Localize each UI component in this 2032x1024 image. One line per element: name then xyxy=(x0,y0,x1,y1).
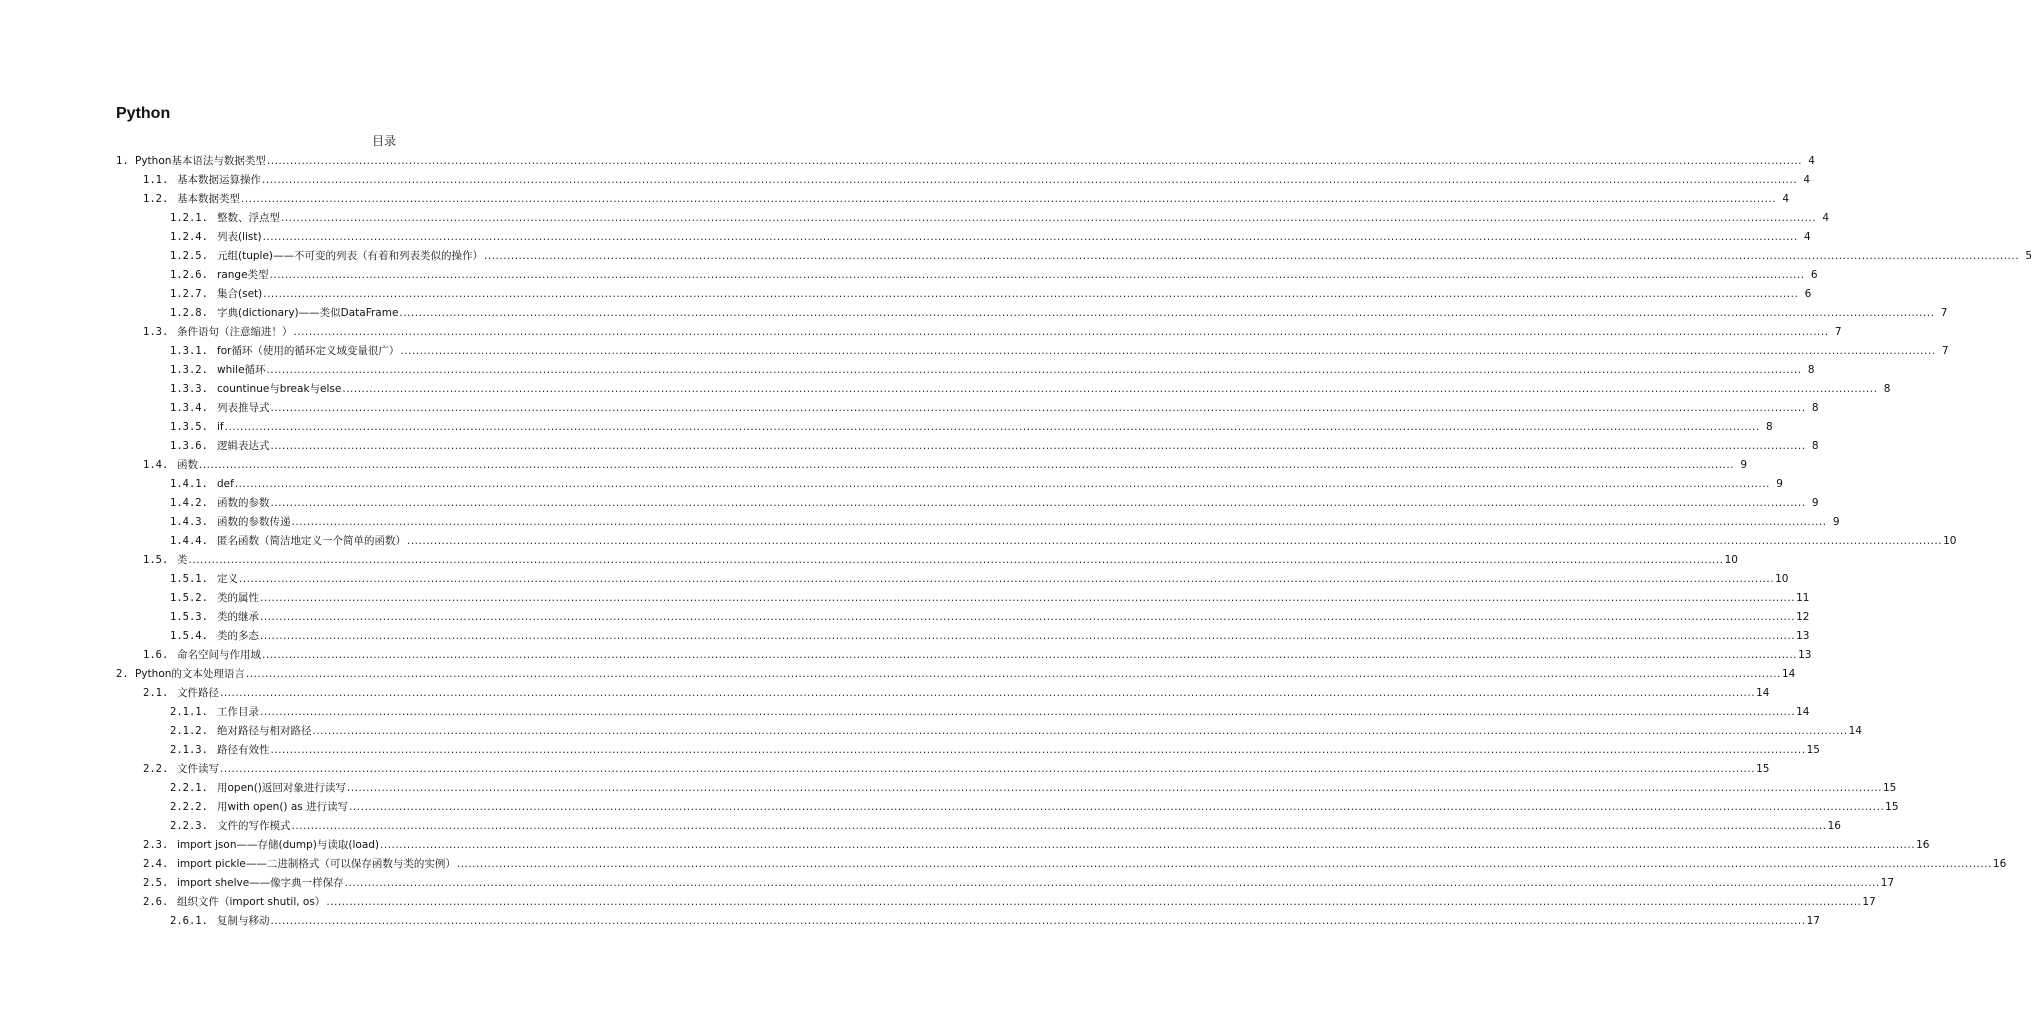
toc-entry-line xyxy=(217,247,2032,266)
toc-entry[interactable] xyxy=(0,456,1748,475)
toc-entry-page-number[interactable]: 4 xyxy=(1804,231,1811,243)
toc-entry-number: 1.2.8. xyxy=(170,307,208,319)
toc-entry-line xyxy=(217,741,1820,760)
toc-entry-line xyxy=(217,513,1840,532)
toc-entry-page-number[interactable]: 16 xyxy=(1827,820,1841,832)
toc-entry-title[interactable]: 文件路径 xyxy=(177,687,219,699)
toc-heading: 目录 xyxy=(371,134,396,148)
toc-entry-number: 1.2.5. xyxy=(170,250,208,262)
toc-entry-page-number[interactable]: 15 xyxy=(1806,744,1820,756)
toc-entry-page-number[interactable]: 4 xyxy=(1822,212,1830,224)
dot-leader: ................................................................................................................................................................................................................................................................................................................................................................................................................ xyxy=(266,155,1802,167)
toc-entry-title[interactable]: 集合(set) xyxy=(217,288,263,300)
toc-entry-number: 1.2.4. xyxy=(170,231,208,243)
toc-entry-number: 1.2.7. xyxy=(170,288,208,300)
toc-entry-line xyxy=(177,893,1876,912)
toc-entry[interactable] xyxy=(0,532,1957,551)
toc-entry[interactable] xyxy=(0,285,1812,304)
toc-entry-page-number[interactable]: 17 xyxy=(1806,915,1820,927)
toc-entry-number: 1. xyxy=(116,155,129,167)
toc-entry-line xyxy=(177,874,1895,893)
toc-entry-title[interactable]: 路径有效性 xyxy=(217,744,270,756)
toc-entry-line xyxy=(217,399,1819,418)
toc-entry[interactable] xyxy=(0,874,1895,893)
dot-leader: ................................................................................................................................................................................................................................................................................................................................................................................................................ xyxy=(270,402,1806,414)
toc-entry-number: 1.3.2. xyxy=(170,364,208,376)
dot-leader: ................................................................................................................................................................................................................................................................................................................................................................................................................ xyxy=(346,782,1882,794)
toc-entry-line xyxy=(217,361,1815,380)
toc-entry[interactable] xyxy=(0,779,1897,798)
toc-entry-number: 1.3.6. xyxy=(170,440,208,452)
toc-entry-number: 2.6.1. xyxy=(170,915,208,927)
toc-entry-number: 2.2.3. xyxy=(170,820,208,832)
toc-entry[interactable] xyxy=(0,855,2007,874)
toc-entry-number: 2.1.2. xyxy=(170,725,208,737)
toc-entry-number: 2.3. xyxy=(143,839,169,851)
toc-entry[interactable] xyxy=(0,646,1812,665)
toc-entry[interactable] xyxy=(0,893,1876,912)
toc-entry-page-number[interactable]: 10 xyxy=(1943,535,1957,547)
toc-entry[interactable] xyxy=(0,760,1770,779)
toc-entry-title[interactable]: 绝对路径与相对路径 xyxy=(217,725,312,737)
toc-entry-number: 1.3.5. xyxy=(170,421,208,433)
dot-leader: ................................................................................................................................................................................................................................................................................................................................................................................................................ xyxy=(245,668,1781,680)
toc-entry-title[interactable]: import pickle——二进制格式（可以保存函数与类的实例） xyxy=(177,858,456,870)
dot-leader: ................................................................................................................................................................................................................................................................................................................................................................................................................ xyxy=(262,174,1798,186)
toc-entry[interactable] xyxy=(0,798,1899,817)
toc-entry-line xyxy=(177,456,1748,475)
toc-entry-page-number[interactable]: 11 xyxy=(1796,592,1810,604)
toc-entry-title[interactable]: 命名空间与作用域 xyxy=(177,649,261,661)
toc-entry-number: 1.1. xyxy=(143,174,169,186)
dot-leader: ................................................................................................................................................................................................................................................................................................................................................................................................................ xyxy=(260,611,1796,623)
dot-leader: ................................................................................................................................................................................................................................................................................................................................................................................................................ xyxy=(260,706,1796,718)
dot-leader: ................................................................................................................................................................................................................................................................................................................................................................................................................ xyxy=(220,763,1756,775)
dot-leader: ................................................................................................................................................................................................................................................................................................................................................................................................................ xyxy=(266,364,1802,376)
toc-entry-page-number[interactable]: 14 xyxy=(1781,668,1796,680)
toc-entry-line xyxy=(217,285,1812,304)
toc-entry-number: 2.1.1. xyxy=(170,706,208,718)
toc-entry-line xyxy=(217,722,1862,741)
toc-entry-line xyxy=(177,646,1812,665)
toc-entry-page-number[interactable]: 4 xyxy=(1782,193,1790,205)
toc-entry-title[interactable]: 用open()返回对象进行读写 xyxy=(217,782,346,794)
toc-entry-number: 2.5. xyxy=(143,877,169,889)
dot-leader: ................................................................................................................................................................................................................................................................................................................................................................................................................ xyxy=(293,326,1829,338)
toc-entry-number: 2. xyxy=(116,668,129,680)
toc-entry-number: 2.1. xyxy=(143,687,169,699)
dot-leader: ................................................................................................................................................................................................................................................................................................................................................................................................................ xyxy=(220,687,1756,699)
toc-entry-number: 1.4.4. xyxy=(170,535,208,547)
toc-entry-line xyxy=(177,323,1842,342)
toc-entry[interactable] xyxy=(0,817,1841,836)
toc-entry[interactable] xyxy=(0,171,1811,190)
dot-leader: ................................................................................................................................................................................................................................................................................................................................................................................................................ xyxy=(260,592,1796,604)
toc-entry-page-number[interactable]: 8 xyxy=(1811,402,1819,414)
toc-entry-number: 1.3.1. xyxy=(170,345,208,357)
toc-entry[interactable] xyxy=(0,494,1819,513)
toc-entry-line xyxy=(217,437,1819,456)
toc-entry-page-number[interactable]: 15 xyxy=(1885,801,1899,813)
dot-leader: ................................................................................................................................................................................................................................................................................................................................................................................................................ xyxy=(291,516,1827,528)
toc-entry[interactable] xyxy=(0,722,1862,741)
toc-entry[interactable] xyxy=(0,247,2032,266)
dot-leader: ................................................................................................................................................................................................................................................................................................................................................................................................................ xyxy=(399,307,1935,319)
toc-entry-line xyxy=(217,494,1819,513)
toc-entry-number: 2.6. xyxy=(143,896,169,908)
toc-entry-line xyxy=(217,532,1957,551)
toc-entry-title[interactable]: import shelve——像字典一样保存 xyxy=(177,877,344,889)
toc-entry-title[interactable]: 条件语句（注意缩进！） xyxy=(177,326,293,338)
toc-entry-title[interactable]: 基本数据类型 xyxy=(177,193,240,205)
dot-leader: ................................................................................................................................................................................................................................................................................................................................................................................................................ xyxy=(260,630,1796,642)
toc-entry[interactable] xyxy=(0,323,1842,342)
toc-entry[interactable] xyxy=(0,418,1773,437)
dot-leader: ................................................................................................................................................................................................................................................................................................................................................................................................................ xyxy=(344,877,1880,889)
toc-entry-line xyxy=(217,608,1810,627)
toc-entry-page-number[interactable]: 9 xyxy=(1776,478,1783,490)
toc-entry-title[interactable]: 整数、浮点型 xyxy=(217,212,280,224)
toc-entry-line xyxy=(217,209,1830,228)
toc-entry[interactable] xyxy=(0,380,1891,399)
dot-leader: ................................................................................................................................................................................................................................................................................................................................................................................................................ xyxy=(312,725,1848,737)
toc-entry-line xyxy=(217,703,1810,722)
toc-entry-page-number[interactable]: 4 xyxy=(1808,155,1815,167)
toc-entry-line xyxy=(135,665,1796,684)
toc-entry-page-number[interactable]: 9 xyxy=(1832,516,1840,528)
toc-entry-page-number[interactable]: 13 xyxy=(1798,649,1812,661)
toc-entry-number: 1.3.3. xyxy=(170,383,208,395)
toc-entry-page-number[interactable]: 8 xyxy=(1811,440,1819,452)
document-title: Python xyxy=(116,105,171,122)
toc-entry-line xyxy=(217,798,1899,817)
toc-entry[interactable] xyxy=(0,627,1810,646)
dot-leader: ................................................................................................................................................................................................................................................................................................................................................................................................................ xyxy=(239,573,1775,585)
toc-entry-line xyxy=(217,418,1773,437)
toc-entry-page-number[interactable]: 16 xyxy=(1916,839,1930,851)
toc-entry-page-number[interactable]: 16 xyxy=(1992,858,2007,870)
toc-entry-line xyxy=(217,817,1841,836)
table-of-contents xyxy=(0,152,2032,931)
toc-entry-title[interactable]: for循环（使用的循环定义域变量很广） xyxy=(217,345,400,357)
toc-entry-number: 1.5.3. xyxy=(170,611,208,623)
toc-entry[interactable] xyxy=(0,589,1810,608)
toc-entry-page-number[interactable]: 8 xyxy=(1766,421,1773,433)
dot-leader: ................................................................................................................................................................................................................................................................................................................................................................................................................ xyxy=(269,269,1805,281)
toc-entry-title[interactable]: 函数的参数 xyxy=(217,497,270,509)
toc-entry[interactable] xyxy=(0,228,1811,247)
toc-entry[interactable] xyxy=(0,342,1949,361)
toc-entry-page-number[interactable]: 7 xyxy=(1941,345,1949,357)
toc-entry-title[interactable]: 函数 xyxy=(177,459,198,471)
toc-entry-number: 1.3.4. xyxy=(170,402,208,414)
toc-entry[interactable] xyxy=(0,209,1830,228)
toc-entry-line xyxy=(217,570,1789,589)
toc-entry[interactable] xyxy=(0,513,1840,532)
toc-entry-title[interactable]: 用with open() as 进行读写 xyxy=(217,801,349,813)
dot-leader: ................................................................................................................................................................................................................................................................................................................................................................................................................ xyxy=(263,288,1799,300)
toc-entry-line xyxy=(177,684,1770,703)
dot-leader: ................................................................................................................................................................................................................................................................................................................................................................................................................ xyxy=(262,649,1798,661)
toc-entry-title[interactable]: 组织文件（import shutil, os） xyxy=(177,896,326,908)
dot-leader: ................................................................................................................................................................................................................................................................................................................................................................................................................ xyxy=(484,250,2020,262)
dot-leader: ................................................................................................................................................................................................................................................................................................................................................................................................................ xyxy=(224,421,1760,433)
toc-entry-line xyxy=(135,152,1815,171)
toc-entry[interactable] xyxy=(0,608,1810,627)
toc-entry-line xyxy=(177,760,1770,779)
toc-entry-title[interactable]: while循环 xyxy=(217,364,266,376)
toc-entry[interactable] xyxy=(0,304,1948,323)
toc-entry-page-number[interactable]: 17 xyxy=(1862,896,1876,908)
toc-entry[interactable] xyxy=(0,741,1820,760)
toc-entry-number: 2.4. xyxy=(143,858,169,870)
toc-entry-line xyxy=(217,304,1948,323)
dot-leader: ................................................................................................................................................................................................................................................................................................................................................................................................................ xyxy=(291,820,1827,832)
toc-entry-line xyxy=(177,836,1930,855)
toc-entry-line xyxy=(217,475,1783,494)
toc-entry-title[interactable]: countinue与break与else xyxy=(217,383,342,395)
toc-entry-number: 1.5.4. xyxy=(170,630,208,642)
dot-leader: ................................................................................................................................................................................................................................................................................................................................................................................................................ xyxy=(456,858,1992,870)
dot-leader: ................................................................................................................................................................................................................................................................................................................................................................................................................ xyxy=(281,212,1817,224)
toc-entry-line xyxy=(217,342,1949,361)
toc-entry-title[interactable]: 类的继承 xyxy=(217,611,259,623)
toc-entry[interactable] xyxy=(0,570,1789,589)
toc-entry-number: 1.2. xyxy=(143,193,169,205)
toc-entry-title[interactable]: Python的文本处理语言 xyxy=(135,668,245,680)
toc-entry-page-number[interactable]: 10 xyxy=(1724,554,1738,566)
toc-entry[interactable] xyxy=(0,190,1790,209)
toc-entry-number: 1.4.1. xyxy=(170,478,208,490)
dot-leader: ................................................................................................................................................................................................................................................................................................................................................................................................................ xyxy=(380,839,1916,851)
toc-entry-number: 1.6. xyxy=(143,649,169,661)
toc-entry-line xyxy=(217,627,1810,646)
toc-entry-page-number[interactable]: 9 xyxy=(1811,497,1819,509)
toc-entry[interactable] xyxy=(0,551,1738,570)
toc-entry-number: 2.2. xyxy=(143,763,169,775)
toc-entry-line xyxy=(217,266,1818,285)
toc-entry-title[interactable]: 字典(dictionary)——类似DataFrame xyxy=(217,307,399,319)
toc-entry-page-number[interactable]: 9 xyxy=(1740,459,1748,471)
toc-entry-title[interactable]: 函数的参数传递 xyxy=(217,516,291,528)
toc-entry-title[interactable]: Python基本语法与数据类型 xyxy=(135,155,266,167)
toc-entry-number: 2.2.2. xyxy=(170,801,208,813)
toc-entry-page-number[interactable]: 14 xyxy=(1796,706,1810,718)
toc-entry[interactable] xyxy=(0,399,1819,418)
toc-entry-title[interactable]: 列表推导式 xyxy=(217,402,270,414)
toc-entry-title[interactable]: 类的多态 xyxy=(217,630,259,642)
toc-entry-title[interactable]: range类型 xyxy=(217,269,269,281)
toc-entry-number: 1.4. xyxy=(143,459,169,471)
dot-leader: ................................................................................................................................................................................................................................................................................................................................................................................................................ xyxy=(270,915,1806,927)
toc-entry-page-number[interactable]: 17 xyxy=(1880,877,1895,889)
toc-entry-page-number[interactable]: 14 xyxy=(1848,725,1862,737)
dot-leader: ................................................................................................................................................................................................................................................................................................................................................................................................................ xyxy=(199,459,1735,471)
toc-entry-page-number[interactable]: 15 xyxy=(1882,782,1897,794)
dot-leader: ................................................................................................................................................................................................................................................................................................................................................................................................................ xyxy=(188,554,1724,566)
toc-entry-page-number[interactable]: 13 xyxy=(1796,630,1810,642)
toc-entry-page-number[interactable]: 12 xyxy=(1796,611,1810,623)
toc-entry-title[interactable]: 类的属性 xyxy=(217,592,259,604)
toc-entry-title[interactable]: 定义 xyxy=(217,573,238,585)
toc-entry-line xyxy=(217,380,1891,399)
toc-entry-title[interactable]: 文件读写 xyxy=(177,763,219,775)
toc-entry-title[interactable]: def xyxy=(217,478,234,490)
dot-leader: ................................................................................................................................................................................................................................................................................................................................................................................................................ xyxy=(407,535,1943,547)
toc-entry-title[interactable]: 元组(tuple)——不可变的列表（有着和列表类似的操作） xyxy=(217,250,484,262)
toc-entry-line xyxy=(217,912,1820,931)
dot-leader: ................................................................................................................................................................................................................................................................................................................................................................................................................ xyxy=(270,440,1806,452)
toc-entry-line xyxy=(217,779,1897,798)
toc-entry[interactable] xyxy=(0,665,1796,684)
toc-entry-page-number[interactable]: 14 xyxy=(1756,687,1770,699)
toc-entry-title[interactable]: 列表(list) xyxy=(217,231,262,243)
toc-entry[interactable] xyxy=(0,266,1818,285)
toc-entry-line xyxy=(177,551,1738,570)
toc-entry[interactable] xyxy=(0,361,1815,380)
toc-entry-number: 1.2.6. xyxy=(170,269,208,281)
dot-leader: ................................................................................................................................................................................................................................................................................................................................................................................................................ xyxy=(241,193,1777,205)
dot-leader: ................................................................................................................................................................................................................................................................................................................................................................................................................ xyxy=(270,497,1806,509)
toc-entry[interactable] xyxy=(0,703,1810,722)
dot-leader: ................................................................................................................................................................................................................................................................................................................................................................................................................ xyxy=(400,345,1936,357)
toc-entry-title[interactable]: 匿名函数（简洁地定义一个简单的函数） xyxy=(217,535,406,547)
dot-leader: ................................................................................................................................................................................................................................................................................................................................................................................................................ xyxy=(326,896,1862,908)
toc-entry-page-number[interactable]: 4 xyxy=(1803,174,1811,186)
toc-entry-line xyxy=(177,855,2007,874)
toc-entry-title[interactable]: if xyxy=(217,421,224,433)
toc-entry-line xyxy=(217,228,1811,247)
toc-entry-line xyxy=(217,589,1810,608)
toc-entry-number: 1.4.3. xyxy=(170,516,208,528)
toc-entry-number: 1.2.1. xyxy=(170,212,208,224)
toc-entry-line xyxy=(177,171,1811,190)
toc-entry-title[interactable]: 基本数据运算操作 xyxy=(177,174,261,186)
toc-entry[interactable] xyxy=(0,475,1783,494)
toc-entry-page-number[interactable]: 6 xyxy=(1810,269,1818,281)
dot-leader: ................................................................................................................................................................................................................................................................................................................................................................................................................ xyxy=(342,383,1878,395)
dot-leader: ................................................................................................................................................................................................................................................................................................................................................................................................................ xyxy=(234,478,1770,490)
toc-entry-number: 2.1.3. xyxy=(170,744,208,756)
toc-entry-number: 1.3. xyxy=(143,326,169,338)
toc-entry[interactable] xyxy=(0,684,1770,703)
toc-entry-title[interactable]: 逻辑表达式 xyxy=(217,440,270,452)
toc-entry-page-number[interactable]: 8 xyxy=(1807,364,1815,376)
dot-leader: ................................................................................................................................................................................................................................................................................................................................................................................................................ xyxy=(262,231,1798,243)
dot-leader: ................................................................................................................................................................................................................................................................................................................................................................................................................ xyxy=(270,744,1806,756)
toc-entry[interactable] xyxy=(0,152,1815,171)
toc-entry-page-number[interactable]: 6 xyxy=(1804,288,1812,300)
toc-entry-title[interactable]: 复制与移动 xyxy=(217,915,270,927)
toc-entry-page-number[interactable]: 7 xyxy=(1940,307,1948,319)
toc-entry-page-number[interactable]: 15 xyxy=(1756,763,1770,775)
toc-entry-title[interactable]: 文件的写作模式 xyxy=(217,820,291,832)
toc-entry-title[interactable]: 类 xyxy=(177,554,188,566)
toc-entry-number: 1.5.2. xyxy=(170,592,208,604)
toc-entry-page-number[interactable]: 5 xyxy=(2025,250,2032,262)
toc-entry-title[interactable]: import json——存储(dump)与读取(load) xyxy=(177,839,380,851)
toc-entry-page-number[interactable]: 8 xyxy=(1883,383,1891,395)
toc-entry-title[interactable]: 工作目录 xyxy=(217,706,259,718)
toc-entry-number: 1.5.1. xyxy=(170,573,208,585)
toc-entry-number: 2.2.1. xyxy=(170,782,208,794)
toc-entry-page-number[interactable]: 7 xyxy=(1834,326,1842,338)
toc-entry[interactable] xyxy=(0,437,1819,456)
toc-entry-number: 1.5. xyxy=(143,554,169,566)
toc-entry-number: 1.4.2. xyxy=(170,497,208,509)
dot-leader: ................................................................................................................................................................................................................................................................................................................................................................................................................ xyxy=(349,801,1885,813)
toc-entry-page-number[interactable]: 10 xyxy=(1775,573,1789,585)
toc-entry[interactable] xyxy=(0,836,1930,855)
toc-entry-line xyxy=(177,190,1790,209)
toc-entry[interactable] xyxy=(0,912,1820,931)
